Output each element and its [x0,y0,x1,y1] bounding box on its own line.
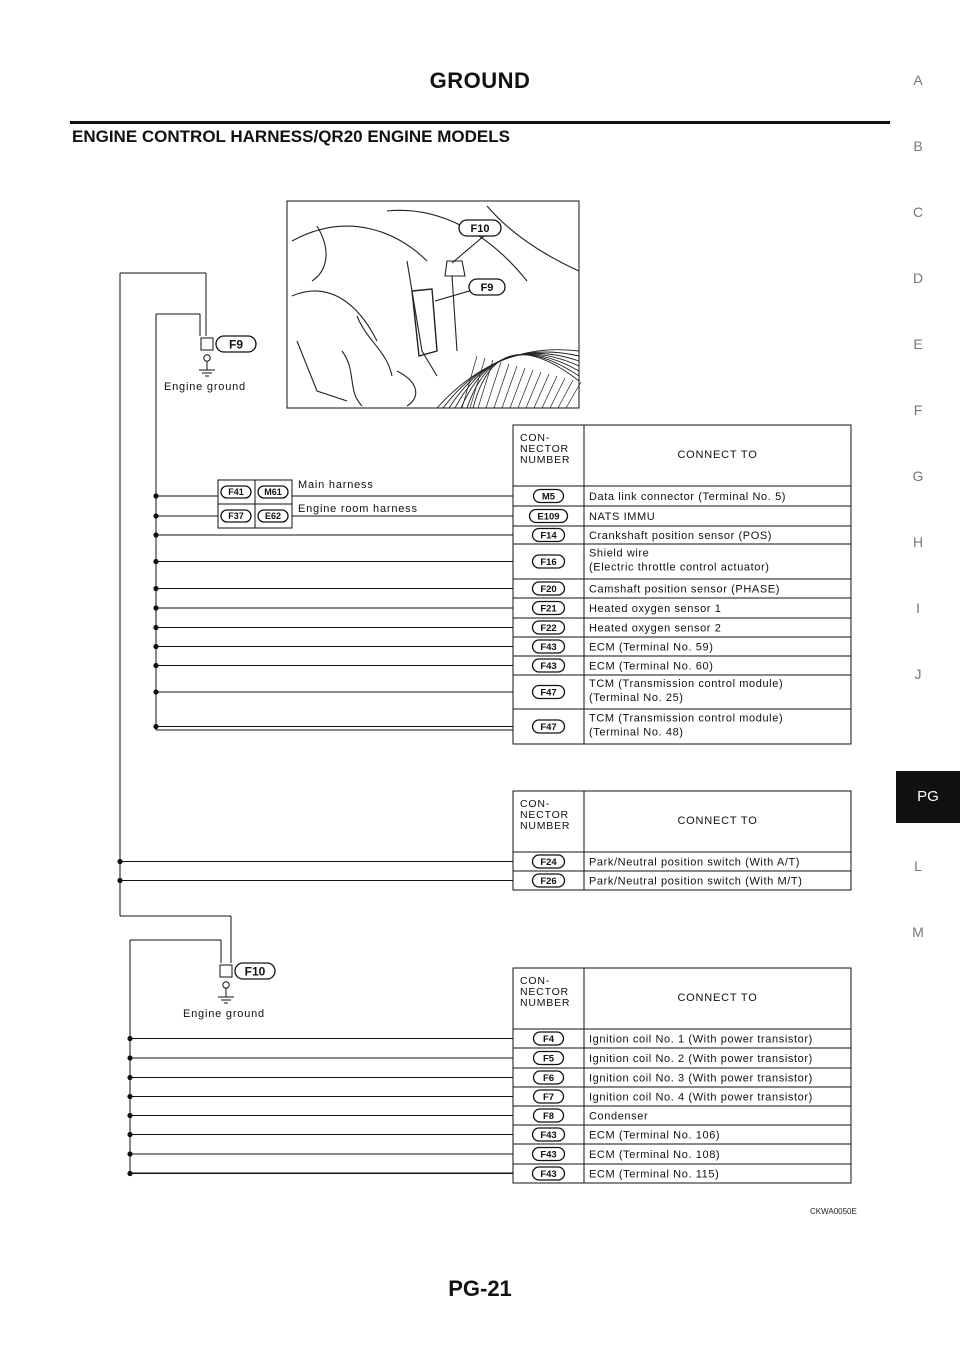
table-row-description: Condenser [589,1110,649,1123]
table-row-connector: E109 [537,511,560,523]
table-row-connector: F8 [542,1110,555,1122]
ground-f9-terminal [201,338,213,350]
table-header-number: NUMBER [520,820,571,832]
table-row-description: Camshaft position sensor (PHASE) [589,583,780,596]
table-row-connector: F43 [540,1168,557,1180]
side-index [896,0,960,1358]
side-index-tab[interactable]: E [913,336,923,352]
table-header-connect-to: CONNECT TO [677,449,758,461]
table-row-connector: F4 [542,1033,555,1045]
table-header-number: NUMBER [520,997,571,1009]
table-header-number: CON- [520,798,551,810]
table-row-description: (Electric throttle control actuator) [589,561,770,574]
table-row-description: Heated oxygen sensor 2 [589,622,722,635]
table-row-connector: F20 [540,583,557,595]
table-row-connector: F7 [542,1091,555,1103]
table-row-description: Crankshaft position sensor (POS) [589,530,773,542]
table-row-description: Ignition coil No. 2 (With power transistor) [589,1053,813,1065]
table-row-connector: F26 [540,875,557,887]
table-header-number: CON- [520,975,551,987]
photo-callout-f10: F10 [470,222,490,235]
table-row-description: Heated oxygen sensor 1 [589,603,722,615]
side-index-tab-active[interactable]: PG [896,771,960,823]
ground-f9-connector: F9 [228,337,244,352]
wire-junction-dot [153,605,158,610]
table-row-description: TCM (Transmission control module) [589,678,784,690]
wire-junction-dot [127,1055,132,1060]
table-row-connector: F43 [540,1129,557,1141]
harness-joint-connector: F37 [228,511,244,522]
wire-junction-dot [153,663,158,668]
table-header-number: NECTOR [520,443,569,455]
page-number: PG-21 [448,1276,512,1301]
wire-junction-dot [153,559,158,564]
wire-junction-dot [153,625,158,630]
table-header-connect-to: CONNECT TO [677,815,758,827]
table-header-number: CON- [520,432,551,444]
table-header-number: NUMBER [520,454,571,466]
table-row-description: Ignition coil No. 3 (With power transistor) [589,1072,813,1085]
wire-junction-dot [153,724,158,729]
ground-f10-eyelet [223,982,229,988]
wire-junction-dot [153,644,158,649]
wire-junction-dot [153,586,158,591]
side-index-tab[interactable]: D [912,270,924,286]
side-index-tab[interactable]: H [912,534,924,550]
table-row-connector: F43 [540,660,557,672]
wire-junction-dot [127,1094,132,1099]
table-header-number: NECTOR [520,986,569,998]
table-row-connector: M5 [541,491,556,503]
table-row-connector: F14 [540,530,557,542]
ground-f10-connector: F10 [244,964,266,979]
wire-junction-dot [127,1075,132,1080]
harness-joint-label: Engine room harness [298,503,418,515]
figure-code: CKWA0050E [810,1207,857,1216]
table-row-connector: F5 [542,1053,555,1065]
table-row-description: Park/Neutral position switch (With A/T) [589,856,801,869]
wire-junction-dot [117,859,122,864]
side-index-tab[interactable]: M [912,924,924,940]
side-index-tab[interactable]: B [913,138,923,154]
wire-junction-dot [153,532,158,537]
table-row-connector: F47 [540,687,557,699]
photo-callout-f9: F9 [480,281,494,294]
ground-f10-label: Engine ground [183,1008,265,1020]
table-row-description: NATS IMMU [589,511,656,523]
side-index-tab[interactable]: J [914,666,922,682]
wire-junction-dot [127,1113,132,1118]
table-row-connector: F22 [540,622,557,634]
harness-joint-label: Main harness [298,479,374,491]
table-row-description: Park/Neutral position switch (With M/T) [589,875,803,888]
wire-junction-dot [153,689,158,694]
harness-joint-connector: E62 [264,511,282,522]
table-row-description: Data link connector (Terminal No. 5) [589,491,787,503]
table-row-connector: F47 [540,721,557,733]
side-index-tab[interactable]: A [913,72,923,88]
table-row-connector: F43 [540,641,557,653]
section-title: ENGINE CONTROL HARNESS/QR20 ENGINE MODELS [72,127,510,146]
table-row-connector: F24 [540,856,557,868]
table-row-description: ECM (Terminal No. 59) [589,641,714,654]
harness-joint-connector: M61 [264,487,282,498]
table-row-connector: F6 [542,1072,555,1084]
side-index-tab[interactable]: F [913,402,923,418]
wire-junction-dot [127,1036,132,1041]
side-index-tab[interactable]: I [916,600,920,616]
page-header-title: GROUND [429,68,531,93]
table-row-description: ECM (Terminal No. 60) [589,660,714,673]
wire-junction-dot [117,878,122,883]
table-row-description: (Terminal No. 48) [589,726,684,739]
table-row-description: TCM (Transmission control module) [589,712,784,725]
wire-junction-dot [127,1132,132,1137]
side-index-tab[interactable]: C [912,204,924,220]
table-row-connector: F16 [540,556,557,568]
table-row-description: Shield wire [589,547,650,560]
table-row-connector: F43 [540,1149,557,1161]
ground-f10-terminal [220,965,232,977]
ground-f9-label: Engine ground [164,381,246,393]
table-row-description: Ignition coil No. 4 (With power transistor) [589,1091,813,1104]
table-row-connector: F21 [540,603,557,615]
table-row-description: ECM (Terminal No. 106) [589,1129,721,1142]
table-header-number: NECTOR [520,809,569,821]
wire-junction-dot [153,493,158,498]
harness-joint-connector: F41 [228,487,244,498]
table-header-connect-to: CONNECT TO [677,992,758,1004]
side-index-tab[interactable]: G [912,468,924,484]
table-row-description: ECM (Terminal No. 108) [589,1149,721,1161]
table-row-description: ECM (Terminal No. 115) [589,1168,720,1181]
wire-junction-dot [153,513,158,518]
table-row-description: Ignition coil No. 1 (With power transistor) [589,1033,813,1046]
table-row-description: (Terminal No. 25) [589,692,684,704]
ground-f9-eyelet [204,355,210,361]
side-index-tab[interactable]: L [914,858,922,874]
